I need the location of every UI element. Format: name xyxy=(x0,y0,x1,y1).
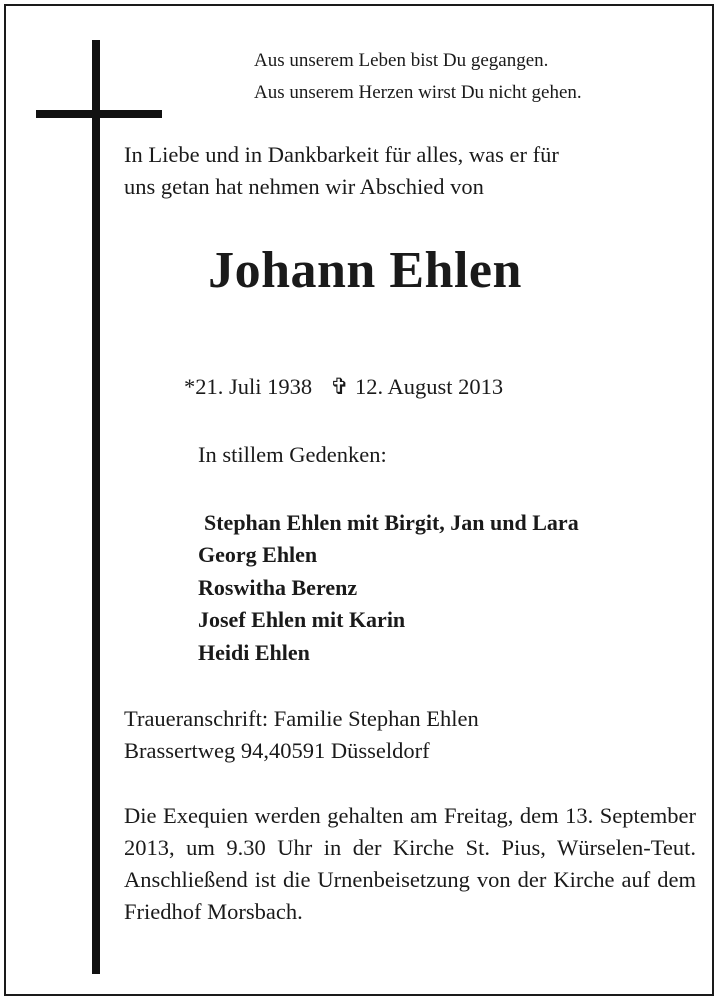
mourner-item: Georg Ehlen xyxy=(198,542,318,567)
mourner-item: Josef Ehlen mit Karin xyxy=(198,607,406,632)
cross-icon xyxy=(92,40,100,974)
mourning-address-line-2: Brassertweg 94,40591 Düsseldorf xyxy=(124,738,430,763)
motto-line-2: Aus unserem Herzen wirst Du nicht gehen. xyxy=(254,82,582,103)
in-memory-heading: In stillem Gedenken: xyxy=(198,442,387,467)
mourner-item: Stephan Ehlen mit Birgit, Jan und Lara xyxy=(204,510,579,535)
motto-line-1: Aus unserem Leben bist Du gegangen. xyxy=(254,50,549,71)
mourning-address-line-1: Traueranschrift: Familie Stephan Ehlen xyxy=(124,706,479,731)
mourner-item: Heidi Ehlen xyxy=(198,640,310,665)
intro-line-2: uns getan hat nehmen wir Abschied von xyxy=(124,174,484,199)
obituary-card xyxy=(4,4,714,996)
birth-date: *21. Juli 1938 xyxy=(184,374,313,399)
deceased-name: Johann Ehlen xyxy=(208,242,522,299)
death-cross-icon: ✞ xyxy=(330,374,349,399)
mourner-item: Roswitha Berenz xyxy=(198,575,358,600)
exequien-paragraph: Die Exequien werden gehalten am Freitag, dem 13. September 2013, um 9.30 Uhr in der Kirche St. Pius, Würselen-Teut. Anschließend ist die Urnenbeisetzung von der Kirche auf dem Friedhof Morsbach. xyxy=(124,803,696,924)
death-date: 12. August 2013 xyxy=(355,374,504,399)
cross-icon-crossbar xyxy=(36,110,162,118)
life-dates xyxy=(184,374,503,400)
intro-line-1: In Liebe und in Dankbarkeit für alles, was er für xyxy=(124,142,559,167)
